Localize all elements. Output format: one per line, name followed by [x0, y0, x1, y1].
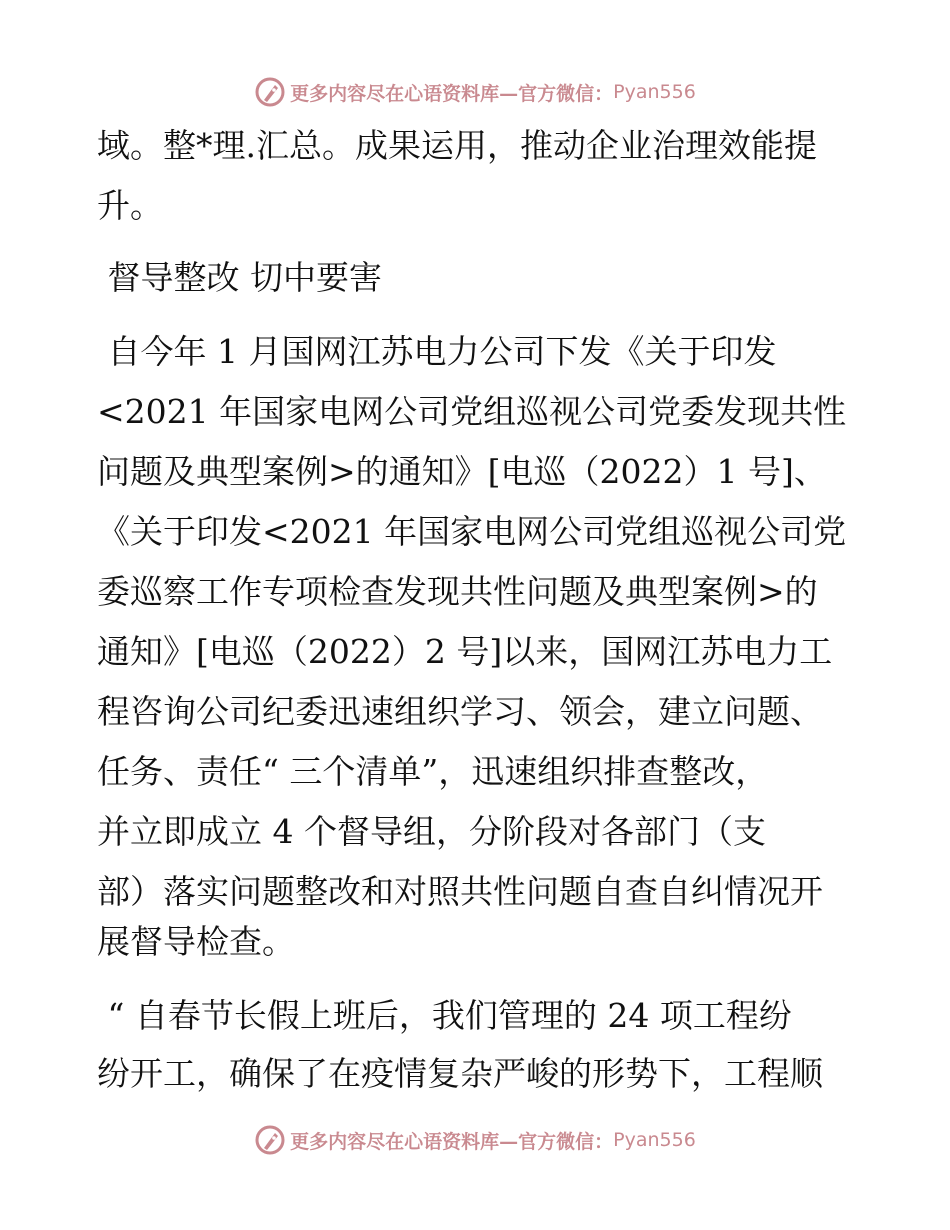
- watermark-banner-top: [0, 72, 950, 112]
- text-line: “ 自春节长假上班后，我们管理的 24 项工程纷: [97, 996, 792, 1035]
- watermark-banner-bottom: [0, 1120, 950, 1160]
- watermark-text: 更多内容尽在心语资料库—官方微信：: [290, 82, 614, 105]
- text-line: 并立即成立 4 个督导组，分阶段对各部门（支: [97, 812, 766, 851]
- text-line: 自今年 1 月国网江苏电力公司下发《关于印发: [97, 332, 777, 371]
- text-line: 问题及典型案例>的通知》[电巡（2022）1 号]、: [97, 452, 827, 491]
- text-line: 升。: [97, 186, 163, 225]
- section-heading: 督导整改 切中要害: [97, 258, 382, 297]
- watermark-text: 更多内容尽在心语资料库—官方微信：: [290, 1130, 614, 1153]
- text-line: 委巡察工作专项检查发现共性问题及典型案例>的: [97, 572, 818, 611]
- text-line: 程咨询公司纪委迅速组织学习、领会，建立问题、: [97, 692, 823, 731]
- text-line: 通知》[电巡（2022）2 号]以来，国网江苏电力工: [97, 632, 833, 671]
- text-line: 纷开工，确保了在疫情复杂严峻的形势下，工程顺: [97, 1054, 823, 1093]
- text-line: 域。整*理.汇总。成果运用，推动企业治理效能提: [97, 126, 817, 165]
- watermark-wechat-id: Pyan556: [613, 81, 696, 103]
- text-line: 展督导检查。: [97, 922, 295, 961]
- text-line: 任务、责任“ 三个清单”，迅速组织排查整改，: [97, 752, 769, 791]
- watermark-wechat-id: Pyan556: [613, 1129, 696, 1151]
- pen-nib-logo-icon: [254, 76, 286, 108]
- pen-nib-logo-icon: [254, 1124, 286, 1156]
- text-line: 《关于印发<2021 年国家电网公司党组巡视公司党: [97, 512, 847, 551]
- text-line: <2021 年国家电网公司党组巡视公司党委发现共性: [97, 392, 847, 431]
- text-line: 部）落实问题整改和对照共性问题自查自纠情况开: [97, 872, 823, 911]
